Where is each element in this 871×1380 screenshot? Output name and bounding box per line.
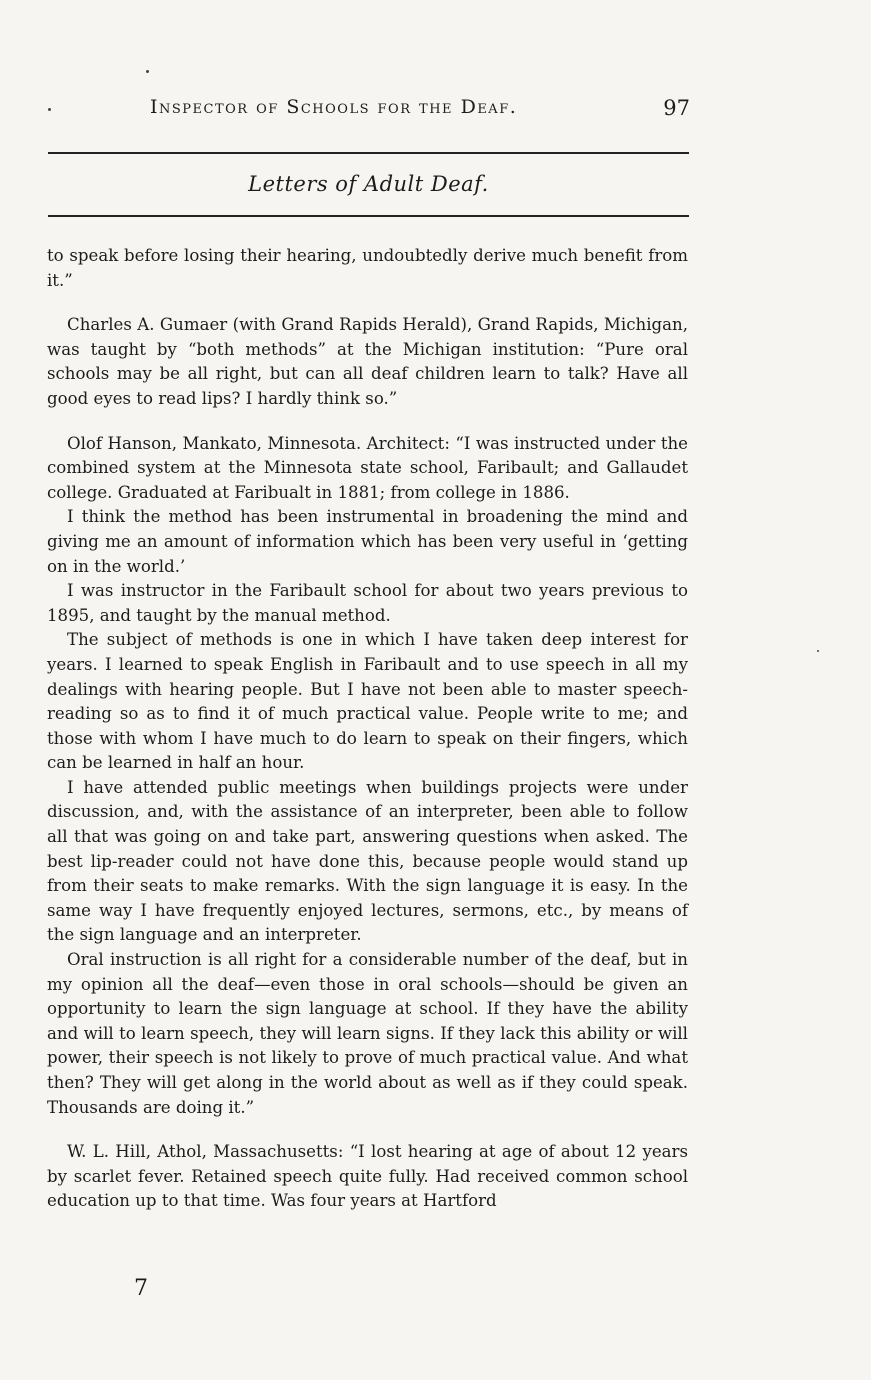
paragraph-gumaer: Charles A. Gumaer (with Grand Rapids Herald), Grand Rapids, Michigan, was taught by “both methods” at the Michigan institution: “Pure oral schools may be all right, but can all deaf children learn to talk? Have all good eyes to read lips? I hardly think so.”	[47, 315, 688, 408]
paper-speck	[146, 70, 149, 73]
signature-mark: 7	[134, 1276, 148, 1301]
bottom-rule	[48, 215, 689, 217]
paragraph-hanson-oral: Oral instruction is all right for a considerable number of the deaf, but in my opinion all the deaf—even those in oral schools—should be given an opportunity to learn the sign language at school. If they have the ability and will to learn speech, they will learn signs. If they lack this ability or will power, their speech is not likely to prove of much practical value. And what then? They will get along in the world about as well as if they could speak. Thousands are doing it.”	[47, 950, 688, 1117]
paragraph-hanson-meetings: I have attended public meetings when buildings projects were under discussion, and, with the assistance of an interpreter, been able to follow all that was going on and take part, answering questions when asked. The best lip-reader could not have done this, because people would stand up from their seats to make remarks. With the sign language it is easy. In the same way I have frequently enjoyed lectures, sermons, etc., by means of the sign language and an interpreter.	[47, 777, 688, 945]
section-title: Letters of Adult Deaf.	[248, 172, 489, 196]
body-text	[47, 244, 688, 1214]
paper-speck	[817, 650, 819, 652]
paragraph-hill: W. L. Hill, Athol, Massachusetts: “I lost hearing at age of about 12 years by scarlet fever. Retained speech quite fully. Had received common school education up to that time. Was four years at Hartford	[47, 1142, 688, 1211]
running-head	[150, 96, 690, 126]
paragraph-continuation: to speak before losing their hearing, undoubtedly derive much benefit from it.”	[47, 246, 688, 290]
paragraph-hanson-methods: The subject of methods is one in which I have taken deep interest for years. I learned to speak English in Faribault and to use speech in all my dealings with hearing people. But I have not been able to master speech-reading so as to find it of much practical value. People write to me; and those with whom I have much to do learn to speak on their fingers, which can be learned in half an hour.	[47, 630, 688, 773]
paragraph-hanson-instructor: I was instructor in the Faribault school for about two years previous to 1895, and taught by the manual method.	[47, 581, 688, 625]
page-number: 97	[663, 96, 690, 120]
paragraph-hanson-intro: Olof Hanson, Mankato, Minnesota. Architect: “I was instructed under the combined system at the Minnesota state school, Faribault; and Gallaudet college. Graduated at Faribualt in 1881; from college in 1886.	[47, 433, 688, 502]
paragraph-hanson-method: I think the method has been instrumental in broadening the mind and giving me an amount of information which has been very useful in ‘getting on in the world.’	[47, 507, 688, 576]
running-title: Inspector of Schools for the Deaf.	[150, 96, 518, 118]
top-rule	[48, 152, 689, 154]
paper-speck	[48, 108, 51, 111]
